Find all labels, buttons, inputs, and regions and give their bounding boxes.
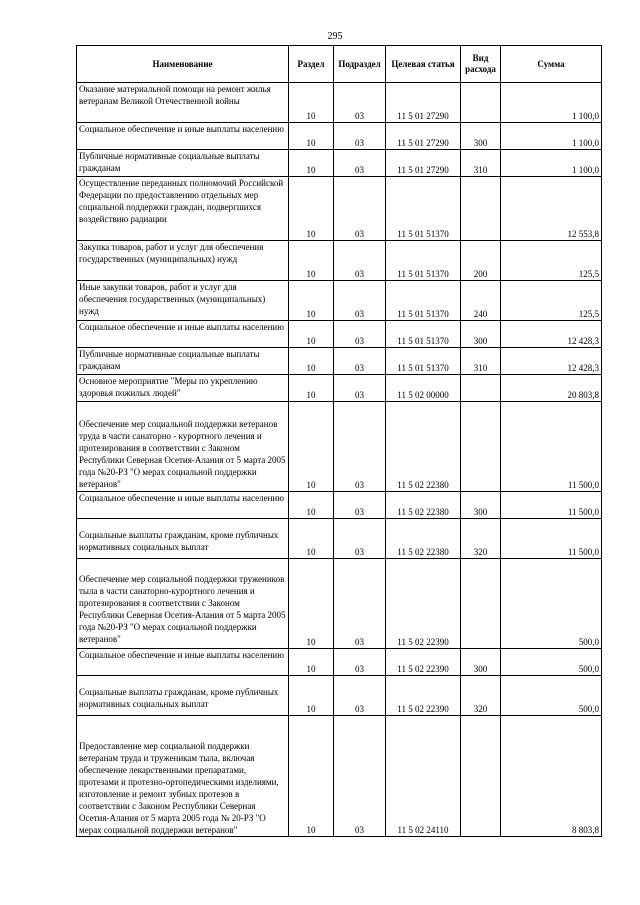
row-razdel: 10: [289, 241, 334, 281]
row-name: Осуществление переданных полномочий Российской Федерации по предоставлению отдельных мер социальной поддержки граждан, подвергшихся воздействию радиации: [77, 177, 289, 241]
table-row: [77, 177, 602, 241]
row-podrazdel: 03: [334, 716, 386, 837]
row-sum: 11 500,0: [501, 519, 602, 559]
row-podrazdel: 03: [334, 559, 386, 649]
row-razdel: 10: [289, 281, 334, 321]
row-name: Предоставление мер социальной поддержки ветеранам труда и труженикам тыла, включая обеспечение лекарственными препаратами, протезами и протезно-ортопедическими изделиями, изготовление и ремонт зубных протезов в соответствии с Законом Республики Северная Осетия-Алания от 5 марта 2005 года № 20-РЗ "О мерах социальной поддержки ветеранов": [77, 716, 289, 837]
table-row: [77, 281, 602, 321]
row-name: Социальное обеспечение и иные выплаты населению: [77, 492, 289, 519]
table-row: [77, 375, 602, 402]
row-target: 11 5 01 51370: [386, 177, 461, 241]
row-razdel: 10: [289, 348, 334, 375]
table-row: [77, 649, 602, 676]
row-name: Социальное обеспечение и иные выплаты населению: [77, 321, 289, 348]
row-name: Иные закупки товаров, работ и услуг для обеспечения государственных (муниципальных) нужд: [77, 281, 289, 321]
row-podrazdel: 03: [334, 83, 386, 123]
row-razdel: 10: [289, 321, 334, 348]
header-vid: Вид расхода: [461, 46, 501, 83]
row-sum: 12 553,8: [501, 177, 602, 241]
row-sum: 500,0: [501, 676, 602, 716]
row-target: 11 5 02 22380: [386, 519, 461, 559]
row-vid: [461, 83, 501, 123]
row-razdel: 10: [289, 375, 334, 402]
row-name: Социальные выплаты гражданам, кроме публичных нормативных социальных выплат: [77, 676, 289, 716]
row-name: Обеспечение мер социальной поддержки тружеников тыла в части санаторно-курортного лечения и протезирования в соответствии с Законом Республики Северная Осетия-Алания от 5 марта 2005 года №20-РЗ "О мерах социальной поддержки ветеранов": [77, 559, 289, 649]
row-podrazdel: 03: [334, 123, 386, 150]
row-sum: 125,5: [501, 241, 602, 281]
row-name: Оказание материальной помощи на ремонт жилья ветеранам Великой Отечественной войны: [77, 83, 289, 123]
row-vid: 300: [461, 492, 501, 519]
row-sum: 1 100,0: [501, 83, 602, 123]
row-podrazdel: 03: [334, 281, 386, 321]
row-sum: 8 803,8: [501, 716, 602, 837]
row-name: Социальное обеспечение и иные выплаты населению: [77, 123, 289, 150]
row-sum: 500,0: [501, 559, 602, 649]
row-target: 11 5 01 27290: [386, 123, 461, 150]
table-row: [77, 321, 602, 348]
row-podrazdel: 03: [334, 492, 386, 519]
table-row: [77, 402, 602, 492]
row-target: 11 5 02 22380: [386, 402, 461, 492]
row-razdel: 10: [289, 402, 334, 492]
row-name: Социальные выплаты гражданам, кроме публичных нормативных социальных выплат: [77, 519, 289, 559]
row-target: 11 5 01 51370: [386, 241, 461, 281]
table-row: [77, 676, 602, 716]
row-podrazdel: 03: [334, 348, 386, 375]
header-target: Целевая статья: [386, 46, 461, 83]
row-sum: 125,5: [501, 281, 602, 321]
row-target: 11 5 01 51370: [386, 348, 461, 375]
table-row: [77, 241, 602, 281]
row-target: 11 5 02 22390: [386, 676, 461, 716]
table-row: [77, 492, 602, 519]
page-number: 295: [327, 31, 343, 42]
row-sum: 1 100,0: [501, 150, 602, 177]
row-razdel: 10: [289, 492, 334, 519]
row-podrazdel: 03: [334, 375, 386, 402]
row-vid: 300: [461, 123, 501, 150]
row-sum: 11 500,0: [501, 402, 602, 492]
row-vid: [461, 559, 501, 649]
row-vid: 310: [461, 348, 501, 375]
header-name: Наименование: [77, 46, 289, 83]
row-vid: [461, 177, 501, 241]
row-vid: 310: [461, 150, 501, 177]
row-razdel: 10: [289, 716, 334, 837]
row-razdel: 10: [289, 123, 334, 150]
row-target: 11 5 02 22380: [386, 492, 461, 519]
row-vid: [461, 402, 501, 492]
row-target: 11 5 02 00000: [386, 375, 461, 402]
row-name: Публичные нормативные социальные выплаты гражданам: [77, 348, 289, 375]
row-vid: 240: [461, 281, 501, 321]
row-razdel: 10: [289, 150, 334, 177]
row-razdel: 10: [289, 649, 334, 676]
row-razdel: 10: [289, 177, 334, 241]
row-target: 11 5 01 27290: [386, 83, 461, 123]
row-razdel: 10: [289, 83, 334, 123]
row-razdel: 10: [289, 519, 334, 559]
row-name: Обеспечение мер социальной поддержки ветеранов труда в части санаторно - курортного лечения и протезирования в соответствии с Законом Республики Северная Осетия-Алания от 5 марта 2005 года №20-РЗ "О мерах социальной поддержки ветеранов": [77, 402, 289, 492]
row-vid: 300: [461, 649, 501, 676]
row-razdel: 10: [289, 559, 334, 649]
table-row: [77, 150, 602, 177]
row-podrazdel: 03: [334, 321, 386, 348]
table-row: [77, 123, 602, 150]
row-name: Публичные нормативные социальные выплаты гражданам: [77, 150, 289, 177]
row-podrazdel: 03: [334, 177, 386, 241]
table-row: [77, 519, 602, 559]
header-razdel: Раздел: [289, 46, 334, 83]
row-sum: 500,0: [501, 649, 602, 676]
header-podrazdel: Подраздел: [334, 46, 386, 83]
row-podrazdel: 03: [334, 649, 386, 676]
row-podrazdel: 03: [334, 676, 386, 716]
row-vid: [461, 375, 501, 402]
table-row: [77, 559, 602, 649]
row-podrazdel: 03: [334, 519, 386, 559]
row-podrazdel: 03: [334, 150, 386, 177]
table-row: [77, 348, 602, 375]
row-podrazdel: 03: [334, 402, 386, 492]
row-target: 11 5 01 51370: [386, 321, 461, 348]
table-row: [77, 83, 602, 123]
row-target: 11 5 02 22390: [386, 649, 461, 676]
row-name: Основное мероприятие "Меры по укреплению здоровья пожилых людей": [77, 375, 289, 402]
row-razdel: 10: [289, 676, 334, 716]
table-row: [77, 716, 602, 837]
row-name: Закупка товаров, работ и услуг для обеспечения государственных (муниципальных) нужд: [77, 241, 289, 281]
row-sum: 11 500,0: [501, 492, 602, 519]
row-target: 11 5 01 27290: [386, 150, 461, 177]
row-sum: 1 100,0: [501, 123, 602, 150]
row-sum: 12 428,3: [501, 348, 602, 375]
row-vid: 200: [461, 241, 501, 281]
row-vid: [461, 716, 501, 837]
row-vid: 320: [461, 519, 501, 559]
row-sum: 20 803,8: [501, 375, 602, 402]
row-vid: 300: [461, 321, 501, 348]
row-target: 11 5 02 22390: [386, 559, 461, 649]
row-sum: 12 428,3: [501, 321, 602, 348]
row-name: Социальное обеспечение и иные выплаты населению: [77, 649, 289, 676]
row-podrazdel: 03: [334, 241, 386, 281]
row-vid: 320: [461, 676, 501, 716]
row-target: 11 5 02 24110: [386, 716, 461, 837]
table-header-row: [77, 46, 602, 83]
budget-table: [76, 45, 602, 837]
header-sum: Сумма: [501, 46, 602, 83]
row-target: 11 5 01 51370: [386, 281, 461, 321]
